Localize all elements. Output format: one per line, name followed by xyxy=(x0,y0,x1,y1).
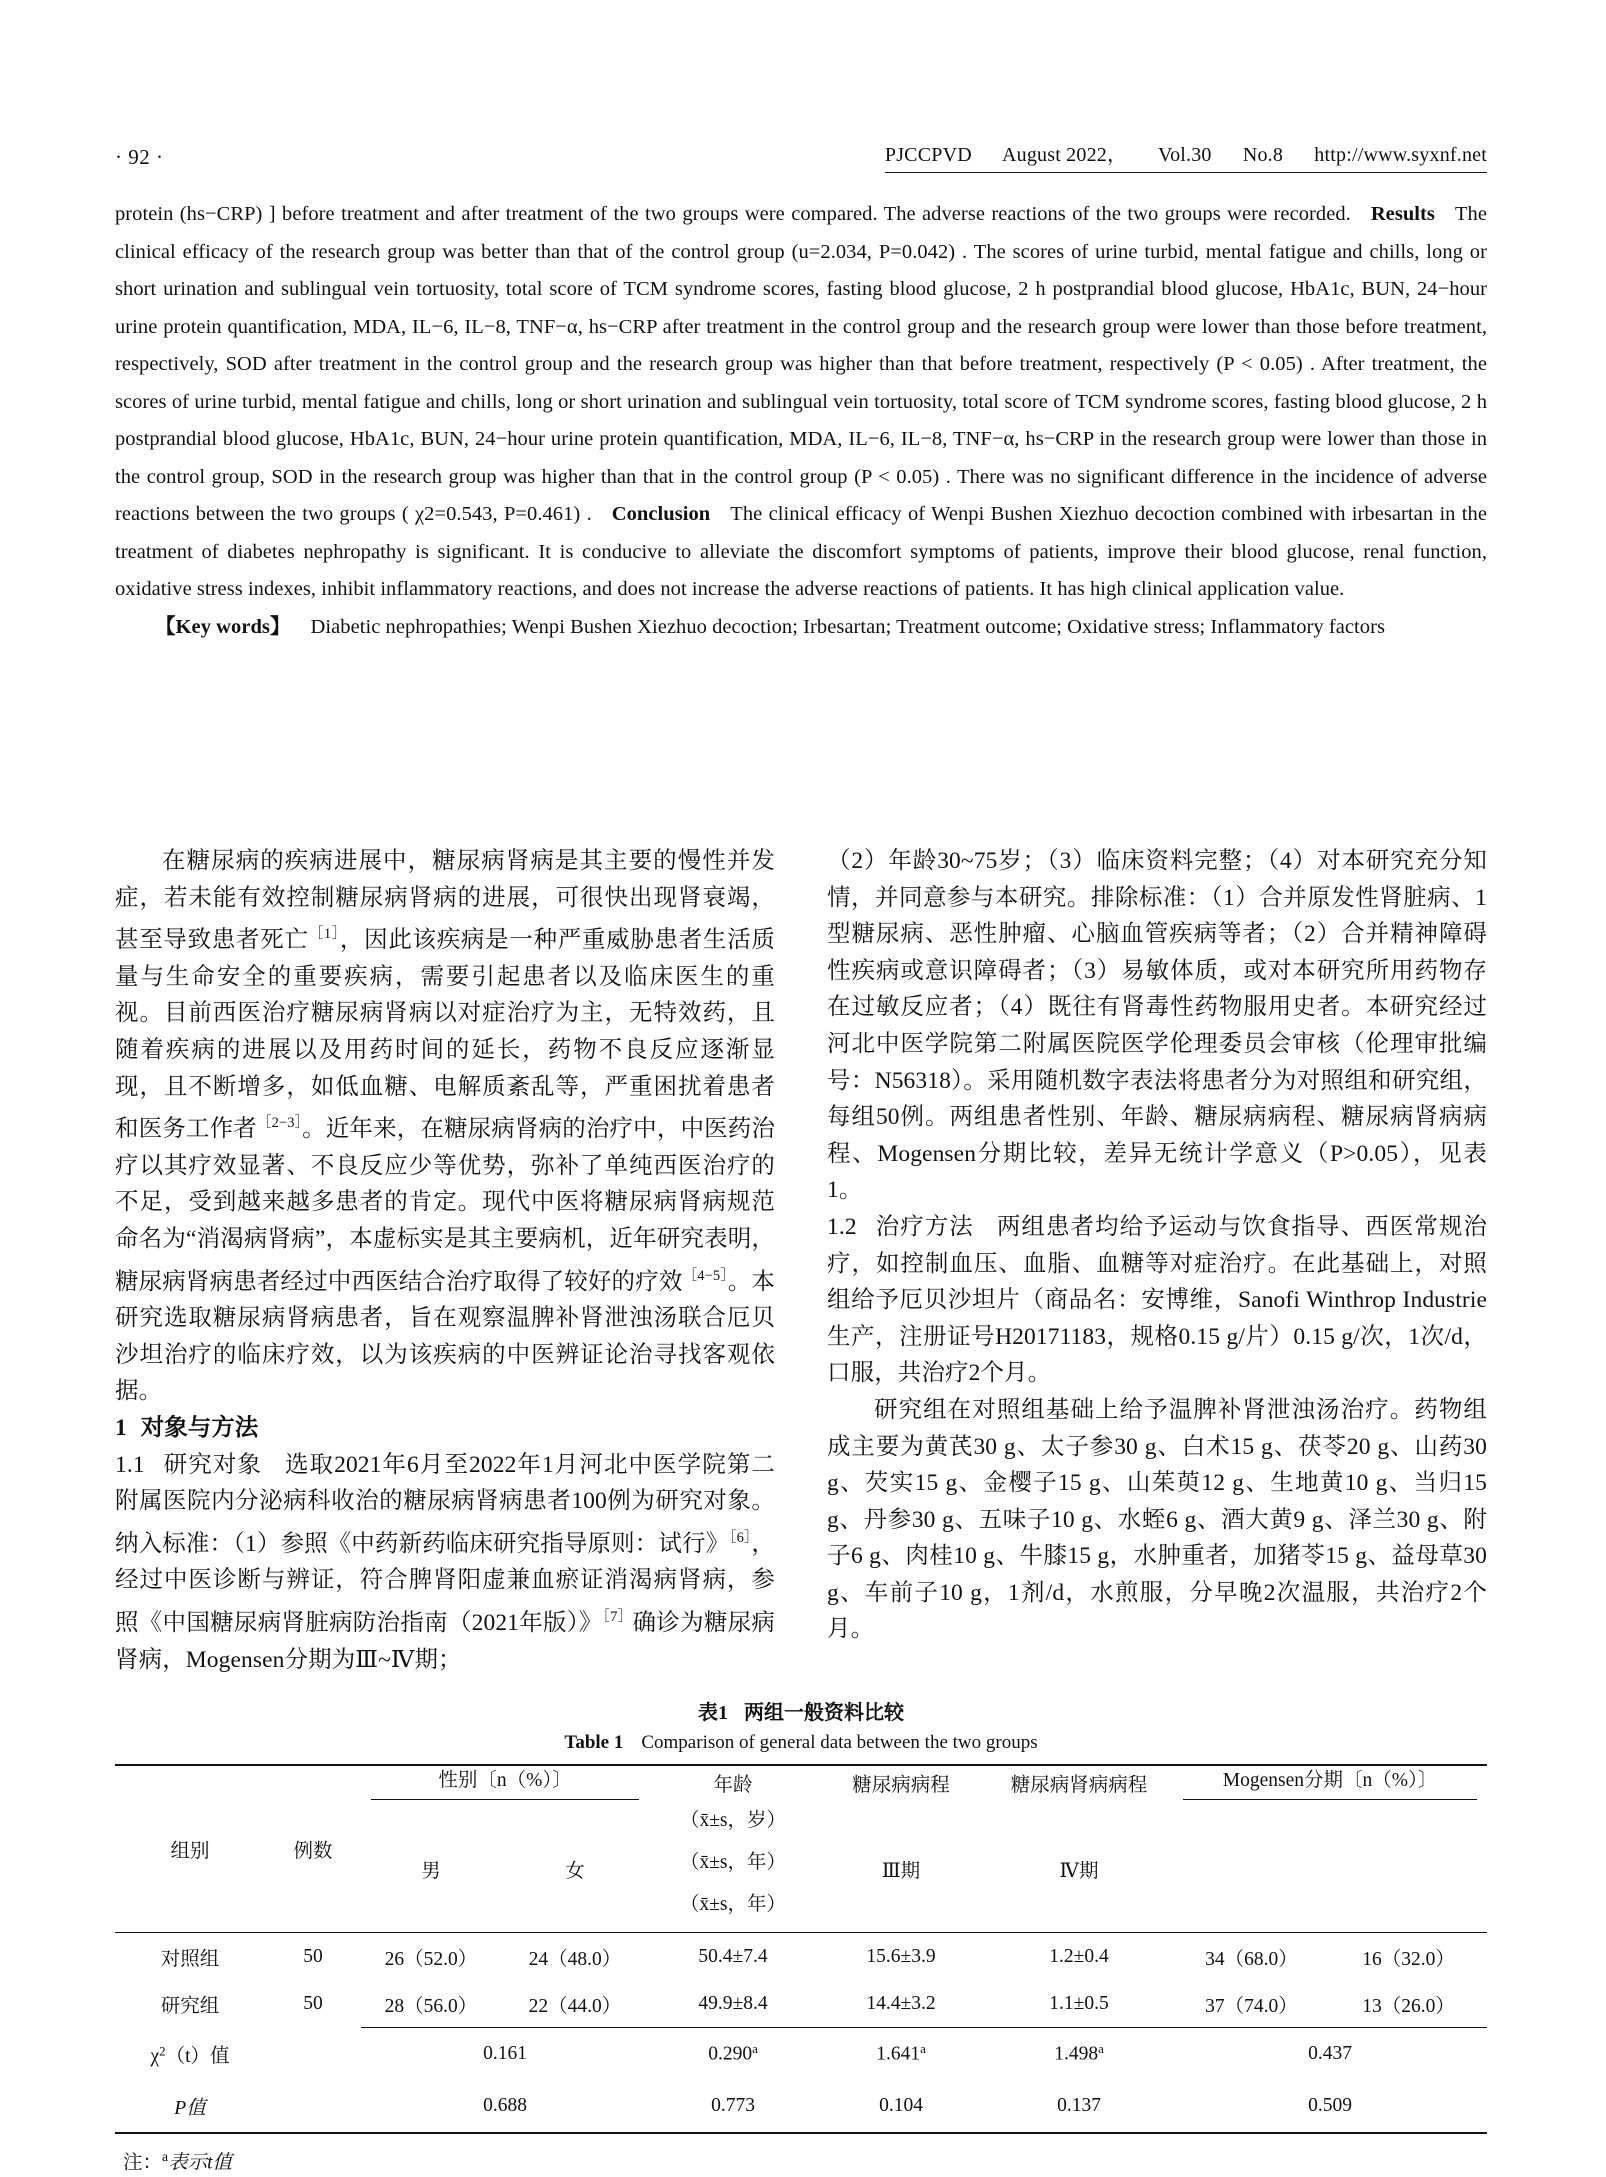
journal-abbrev: PJCCPVD xyxy=(884,144,972,166)
keywords-paragraph xyxy=(115,609,1487,647)
results-label: Results xyxy=(1370,203,1435,225)
intro-text-1: 在糖尿病的疾病进展中，糖尿病肾病是其主要的慢性并发症，若未能有效控制糖尿病肾病的进展，可很快出现肾衰竭，甚至导致患者死亡 xyxy=(115,848,775,954)
subsection-number-1-1: 1.1 xyxy=(115,1451,145,1478)
cell-chi-dn xyxy=(985,2028,1173,2081)
table-bottom-rule xyxy=(115,2133,1487,2134)
cell-group: 研究组 xyxy=(160,1995,220,2017)
table-number-cn: 表1 xyxy=(698,1702,728,1724)
issue-number: No.8 xyxy=(1242,144,1284,166)
running-header xyxy=(115,131,1487,173)
intro-text-2: ，因此该疾病是一种严重威胁患者生活质量与生命安全的重要疾病，需要引起患者以及临床医生的重视。目前西医治疗糖尿病肾病以对症治疗为主，无特效药，且随着疾病的进展以及用药时间的延长，药物不良反应逐渐显现，且不断增多，如低血糖、电解质紊乱等，严重困扰着患者和医务工作者 xyxy=(115,927,775,1143)
subsection-1-1-text-1: 选取2021年6月至2022年1月河北中医学院第二附属医院内分泌病科收治的糖尿病肾病患者100例为研究对象。纳入标准：（1）参照《中药新药临床研究指导原则：试行》 xyxy=(115,1451,775,1557)
cell-male: 28（56.0） xyxy=(384,1995,478,2017)
header-group: 组别 xyxy=(170,1841,210,1862)
intro-paragraph xyxy=(115,843,775,1410)
table-row-chi-square xyxy=(115,2028,1487,2081)
header-stage-4: Ⅳ期 xyxy=(1059,1861,1099,1882)
cell-cases: 50 xyxy=(303,1945,323,1967)
table-1-block xyxy=(115,1700,1487,2177)
reference-marker-7[interactable]: ［7］ xyxy=(602,1609,633,1625)
header-sex-group xyxy=(361,1765,649,1806)
cell-dn-course: 1.2±0.4 xyxy=(1049,1945,1109,1967)
cell-age: 50.4±7.4 xyxy=(698,1945,768,1967)
right-column xyxy=(827,843,1487,1648)
table-caption-en: Comparison of general data between the two groups xyxy=(641,1732,1038,1753)
inclusion-criteria-paragraph: （2）年龄30~75岁；（3）临床资料完整；（4）对本研究充分知情，并同意参与本研究。排除标准：（1）合并原发性肾脏病、1型糖尿病、恶性肿瘤、心脑血管疾病等者；（2）合并精神障碍性疾病或意识障碍者；（3）易敏体质，或对本研究所用药物存在过敏反应者；（4）既往有肾毒性药物服用史者。本研究经过河北中医学院第二附属医院医学伦理委员会审核（伦理审批编号：N56318）。采用随机数字表法将患者分为对照组和研究组，每组50例。两组患者性别、年龄、糖尿病病程、糖尿病肾病病程、Mogensen分期比较，差异无统计学意义（P>0.05），见表1。 xyxy=(827,848,1487,1204)
subsection-1-1 xyxy=(115,1447,775,1679)
subsection-1-1-text-2: ，经过中医诊断与辨证，符合脾肾阳虚兼血瘀证消渴病肾病，参照《中国糖尿病肾脏病防治指南（2021年版）》 xyxy=(115,1530,776,1637)
page-folio: · 92 · xyxy=(115,145,164,169)
header-mogensen-group xyxy=(1173,1765,1487,1806)
cell-dm-course: 14.4±3.2 xyxy=(866,1992,936,2014)
header-dn-course-unit: （x̄±s，年） xyxy=(679,1894,787,1915)
header-dn-course xyxy=(985,1765,1173,1806)
keywords-text: Diabetic nephropathies; Wenpi Bushen Xiezhuo decoction; Irbesartan; Treatment outcome; Oxidative stress; Inflammatory factors xyxy=(310,615,1385,638)
header-dm-course-label: 糖尿病病程 xyxy=(852,1775,950,1796)
cell-dn-course: 1.1±0.5 xyxy=(1049,1992,1109,2014)
cell-p-label xyxy=(115,2080,265,2133)
cell-stage-4: 16（32.0） xyxy=(1362,1948,1455,1970)
abstract-results-text: The clinical efficacy of the research group was better than that of the control group (u=2.034, P=0.042) . The scores of urine turbid, mental fatigue and chills, long or short urination and sublingual vein tortuosity, total score of TCM syndrome scores, fasting blood glucose, 2 h postprandial blood glucose, HbA1c, BUN, 24−hour urine protein quantification, MDA, IL−6, IL−8, TNF−α, hs−CRP after treatment in the control group and the research group were lower than those before treatment, respectively, SOD after treatment in the control group and the research group was higher than that before treatment, respectively (P < 0.05) . After treatment, the scores of urine turbid, mental fatigue and chills, long or short urination and sublingual vein tortuosity, total score of TCM syndrome scores, fasting blood glucose, 2 h postprandial blood glucose, HbA1c, BUN, 24−hour urine protein quantification, MDA, IL−6, IL−8, TNF−α, hs−CRP in the research group were lower than those in the control group, SOD in the research group was higher than that in the control group (P < 0.05) . There was no significant difference in the incidence of adverse reactions between the two groups ( χ2=0.543, P=0.461) . xyxy=(115,203,1487,525)
cell-male: 26（52.0） xyxy=(384,1948,478,1970)
table-bottom-rule-row xyxy=(115,2133,1487,2134)
chi-dn-value: 1.498 xyxy=(1054,2043,1099,2065)
cell-female: 24（48.0） xyxy=(528,1948,622,1970)
subsection-title-1-2: 治疗方法 xyxy=(874,1213,974,1240)
cell-chi-cases-empty xyxy=(265,2028,361,2081)
chi-exponent: 2 xyxy=(159,2044,166,2059)
keywords-label: 【Key words】 xyxy=(155,615,291,638)
treatment-group-paragraph: 研究组在对照组基础上给予温脾补肾泄浊汤治疗。药物组成主要为黄芪30 g、太子参30 g、白术15 g、茯苓20 g、山药30 g、芡实15 g、金樱子15 g、山茱萸12 g、生地黄10 g、当归15 g、丹参30 g、五味子10 g、水蛭6 g、酒大黄9 g、泽兰30 g、附子6 g、肉桂10 g、牛膝15 g，水肿重者，加猪苓15 g、益母草30 g、车前子10 g，1剂/d，水煎服，分早晚2次温服，共治疗2个月。 xyxy=(827,1396,1487,1643)
header-age-label: 年龄 xyxy=(713,1775,753,1796)
header-sex-female: 女 xyxy=(565,1861,585,1882)
header-age xyxy=(649,1765,817,1806)
sex-span-rule xyxy=(371,1799,639,1800)
header-dm-course-unit: （x̄±s，年） xyxy=(679,1852,787,1873)
table-row xyxy=(115,1933,1487,1981)
cell-female: 22（44.0） xyxy=(528,1995,622,2017)
conclusion-label: Conclusion xyxy=(611,503,711,525)
section-number-1: 1 xyxy=(115,1415,127,1441)
chi-age-value: 0.290 xyxy=(708,2043,753,2065)
header-cases: 例数 xyxy=(293,1841,333,1862)
cell-stage-3: 34（68.0） xyxy=(1205,1948,1298,1970)
abstract-conclusion-text: The clinical efficacy of Wenpi Bushen Xiezhuo decoction combined with irbesartan in the treatment of diabetes nephropathy is significant. It is conducive to alleviate the discomfort symptoms of patients, improve their blood glucose, renal function, oxidative stress indexes, inhibit inflammatory reactions, and does not increase the adverse reactions of patients. It has high clinical application value. xyxy=(115,503,1487,600)
cell-cases: 50 xyxy=(303,1992,323,2014)
header-age-unit: （x̄±s，岁） xyxy=(679,1810,787,1831)
header-sex-label: 性别〔n（%）〕 xyxy=(438,1770,572,1791)
volume: Vol.30 xyxy=(1158,144,1212,166)
table-title-cn xyxy=(115,1700,1487,1726)
chi-dm-footnote-marker: a xyxy=(920,2042,926,2057)
subsection-1-2 xyxy=(827,1209,1487,1392)
chi-label-suffix: （t）值 xyxy=(165,2045,230,2067)
chi-dm-value: 1.641 xyxy=(876,2043,921,2065)
intro-text-3: 。近年来，在糖尿病肾病的治疗中，中医药治疗以其疗效显著、不良反应少等优势，弥补了单纯西医治疗的不足，受到越来越多患者的肯定。现代中医将糖尿病肾病规范命名为“消渴病肾病”，本虚标实是其主要病机，近年研究表明，糖尿病肾病患者经过中西医结合治疗取得了较好的疗效 xyxy=(115,1116,775,1295)
header-dm-course xyxy=(817,1765,985,1806)
subsection-1-2-text: 两组患者均给予运动与饮食指导、西医常规治疗，如控制血压、血脂、血糖等对症治疗。在此基础上，对照组给予厄贝沙坦片（商品名：安博维，Sanofi Winthrop Industrie生产，注册证号H20171183，规格0.15 g/片）0.15 g/次，1次/d，口服，共治疗2个月。 xyxy=(827,1213,1487,1387)
cell-p-age: 0.773 xyxy=(711,2095,755,2116)
cell-p-dn: 0.137 xyxy=(1057,2095,1101,2116)
table-row-p-value xyxy=(115,2080,1487,2133)
header-mogensen-label: Mogensen分期〔n（%）〕 xyxy=(1222,1770,1438,1791)
cell-p-cases-empty xyxy=(265,2080,361,2133)
cell-chi-age xyxy=(649,2028,817,2081)
cell-chi-sex: 0.161 xyxy=(361,2028,649,2081)
cell-stage-4: 13（26.0） xyxy=(1362,1995,1455,2017)
table-caption-cn: 两组一般资料比较 xyxy=(744,1702,904,1724)
table-title-en xyxy=(115,1730,1487,1756)
left-column xyxy=(115,843,775,1678)
cell-stage-3: 37（74.0） xyxy=(1205,1995,1298,2017)
subsection-1-1-text-3: 确诊为糖尿病肾病，Mogensen分期为Ⅲ~Ⅳ期； xyxy=(115,1610,775,1673)
journal-url[interactable]: http://www.syxnf.net xyxy=(1314,144,1487,166)
journal-page xyxy=(115,0,1487,2174)
table-number-en: Table 1 xyxy=(564,1732,624,1753)
cell-chi-label xyxy=(115,2028,265,2081)
body-columns xyxy=(115,843,1487,1678)
english-abstract xyxy=(115,196,1487,646)
header-dn-course-label: 糖尿病肾病病程 xyxy=(1010,1775,1148,1796)
table-header-row-1 xyxy=(115,1765,1487,1806)
intro-text-4: 。本研究选取糖尿病肾病患者，旨在观察温脾补肾泄浊汤联合厄贝沙坦治疗的临床疗效，以为该疾病的中医辨证论治寻找客观依据。 xyxy=(115,1268,775,1405)
section-heading-1 xyxy=(115,1410,775,1447)
subsection-number-1-2: 1.2 xyxy=(827,1213,857,1240)
reference-marker-6[interactable]: ［6］ xyxy=(729,1529,752,1546)
abstract-methods-text: protein (hs−CRP) ] before treatment and after treatment of the two groups were compared. The adverse reactions of the two groups were recorded. xyxy=(115,203,1351,225)
p-symbol: P值 xyxy=(174,2098,206,2119)
footnote-marker: a xyxy=(162,2149,169,2164)
footnote-prefix: 注： xyxy=(123,2152,163,2174)
running-header-right xyxy=(885,138,1487,173)
reference-marker-1[interactable]: ［1］ xyxy=(308,926,340,943)
table-footnote xyxy=(123,2144,1487,2177)
section-title-1: 对象与方法 xyxy=(140,1415,259,1441)
cell-p-mogensen: 0.509 xyxy=(1308,2095,1352,2116)
chi-dn-footnote-marker: a xyxy=(1098,2042,1104,2057)
table-row xyxy=(115,1980,1487,2028)
cell-chi-mogensen: 0.437 xyxy=(1173,2028,1487,2081)
reference-marker-3[interactable]: ［4−5］ xyxy=(682,1267,728,1284)
cell-chi-dm xyxy=(817,2028,985,2081)
footnote-text: 表示t值 xyxy=(168,2152,232,2174)
cell-age: 49.9±8.4 xyxy=(698,1992,768,2014)
chi-symbol: χ xyxy=(150,2045,160,2067)
header-stage-3: Ⅲ期 xyxy=(881,1861,921,1882)
general-data-table xyxy=(115,1764,1487,2134)
subsection-title-1-1: 研究对象 xyxy=(162,1451,262,1478)
cell-p-dm: 0.104 xyxy=(879,2095,923,2116)
cell-p-sex: 0.688 xyxy=(483,2095,527,2116)
cell-dm-course: 15.6±3.9 xyxy=(866,1945,936,1967)
reference-marker-2[interactable]: ［2−3］ xyxy=(256,1115,303,1132)
abstract-paragraph xyxy=(115,196,1487,609)
chi-age-footnote-marker: a xyxy=(752,2042,758,2057)
issue-date: August 2022， xyxy=(1001,144,1128,166)
mogensen-span-rule xyxy=(1183,1799,1477,1800)
header-sex-male: 男 xyxy=(421,1861,441,1882)
cell-group: 对照组 xyxy=(160,1948,220,1970)
